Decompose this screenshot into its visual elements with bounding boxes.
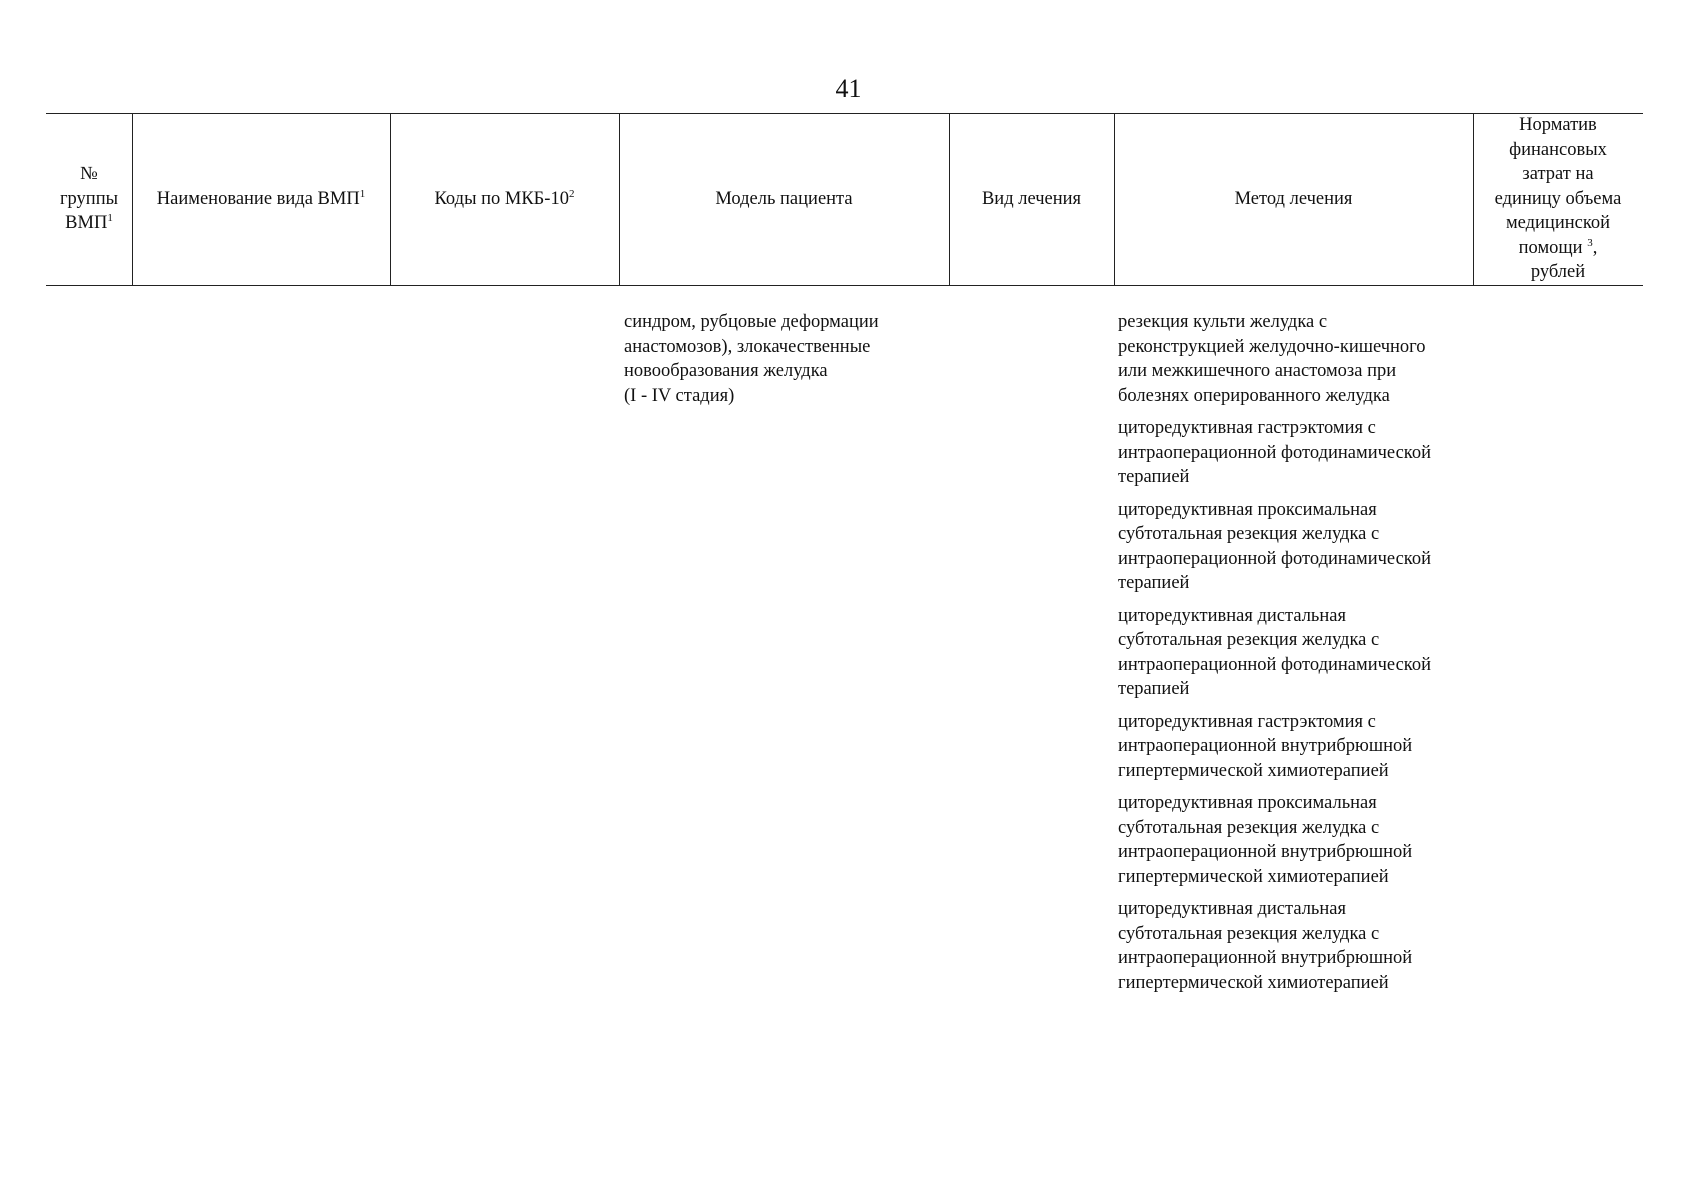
method-item: циторедуктивная дистальная субтотальная резекция желудка с интраоперационной фотодинамической терапией xyxy=(1118,605,1431,699)
method-item: циторедуктивная гастрэктомия с интраоперационной внутрибрюшной гипертермической химиотерапией xyxy=(1118,711,1413,781)
header-treatment-type: Вид лечения xyxy=(981,188,1082,209)
header-group-number: № группы ВМП$^1$ xyxy=(59,164,119,234)
method-item: циторедуктивная гастрэктомия с интраоперационной фотодинамической терапией xyxy=(1118,418,1431,487)
header-icd-codes: Коды по МКБ-$10^2$ xyxy=(434,187,575,209)
header-vmp-name: Наименование вида ВМП$^1$ xyxy=(156,187,366,209)
method-item: циторедуктивная проксимальная субтотальная резекция желудка с интраоперационной внутрибрюшной гипертермической химиотерапией xyxy=(1118,793,1413,887)
method-item: циторедуктивная дистальная субтотальная резекция желудка с интраоперационной внутрибрюшной гипертермической химиотерапией xyxy=(1118,899,1413,993)
page-number: 41 xyxy=(835,74,862,103)
header-treatment-method: Метод лечения xyxy=(1234,188,1353,209)
table-header-bottom-rule xyxy=(46,285,1643,286)
method-item: резекция культи желудка с реконструкцией желудочно-кишечного или межкишечного анастомоза при болезнях оперированного желудка xyxy=(1118,312,1426,406)
cell-patient-model: синдром, рубцовые деформации анастомозов), злокачественные новообразования желудка (I - IV стадия) xyxy=(624,312,879,406)
method-item: циторедуктивная проксимальная субтотальная резекция желудка с интраоперационной фотодинамической терапией xyxy=(1118,499,1431,593)
header-cost-standard: Норматив финансовых затрат на единицу объема медицинской помощи $^3$, рублей xyxy=(1494,115,1622,283)
cell-treatment-methods xyxy=(1118,310,1470,1003)
header-patient-model: Модель пациента xyxy=(715,188,853,209)
